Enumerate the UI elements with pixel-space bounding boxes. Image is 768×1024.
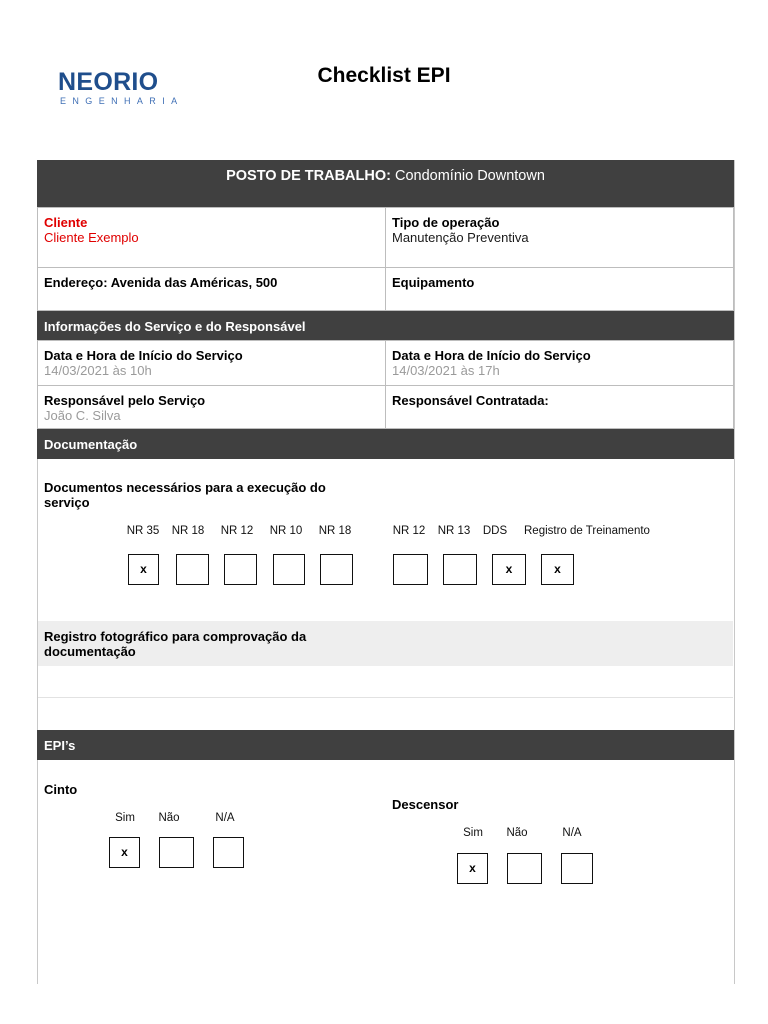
doc-label-nr35: NR 35: [126, 525, 160, 537]
responsavel-label: Responsável pelo Serviço: [44, 393, 206, 408]
cinto-checkbox-na[interactable]: [213, 837, 244, 868]
doc-checkbox-nr12-b[interactable]: [393, 554, 428, 585]
equipamento-cell: [385, 267, 734, 311]
endereco-label: Endereço: Avenida das Américas, 500: [44, 275, 278, 290]
doc-checkbox-nr18[interactable]: [176, 554, 209, 585]
divider: [38, 697, 733, 698]
doc-label-dds: DDS: [482, 525, 508, 537]
inicio-value: 14/03/2021 às 10h: [44, 363, 152, 378]
fim-value: 14/03/2021 às 17h: [392, 363, 500, 378]
tipo-operacao-label: Tipo de operação: [392, 215, 500, 230]
endereco-cell: [37, 267, 386, 311]
descensor-checkbox-nao[interactable]: [507, 853, 542, 884]
cliente-value: Cliente Exemplo: [44, 230, 139, 245]
cinto-option-sim-label: Sim: [115, 812, 135, 824]
descensor-option-nao-label: Não: [506, 827, 528, 839]
fim-cell: [385, 340, 734, 386]
secao-documentacao-header: Documentação: [37, 429, 734, 459]
descensor-checkbox-na[interactable]: [561, 853, 593, 884]
doc-label-nr12: NR 12: [220, 525, 254, 537]
tipo-operacao-cell: [385, 207, 734, 268]
logo-subtitle: ENGENHARIA: [60, 96, 184, 106]
logo-word: NEORIO: [58, 68, 159, 96]
posto-label: POSTO DE TRABALHO:: [226, 168, 391, 184]
posto-header: [37, 160, 734, 207]
page-title: Checklist EPI: [317, 64, 451, 87]
contratada-cell: [385, 385, 734, 429]
inicio-cell: [37, 340, 386, 386]
doc-checkbox-nr13[interactable]: [443, 554, 477, 585]
secao-servico-header: Informações do Serviço e do Responsável: [37, 311, 734, 341]
cinto-checkbox-sim[interactable]: x: [109, 837, 140, 868]
registro-foto-label: Registro fotográfico para comprovação da documentação: [44, 629, 307, 659]
doc-checkbox-nr18-b[interactable]: [320, 554, 353, 585]
descensor-label: Descensor: [392, 797, 459, 812]
descensor-option-na-label: N/A: [562, 827, 582, 839]
descensor-checkbox-sim[interactable]: x: [457, 853, 488, 884]
cinto-label: Cinto: [44, 782, 78, 797]
contratada-label: Responsável Contratada:: [392, 393, 549, 408]
posto-value: Condomínio Downtown: [394, 168, 545, 184]
cliente-cell: [37, 207, 386, 268]
doc-checkbox-nr35[interactable]: x: [128, 554, 159, 585]
doc-checkbox-nr10[interactable]: [273, 554, 305, 585]
secao-epis-header: EPI’s: [37, 730, 734, 760]
cliente-label: Cliente: [44, 215, 88, 230]
responsavel-cell: [37, 385, 386, 429]
cinto-checkbox-nao[interactable]: [159, 837, 194, 868]
tipo-operacao-value: Manutenção Preventiva: [392, 230, 529, 245]
equipamento-label: Equipamento: [392, 275, 475, 290]
documentos-label: Documentos necessários para a execução do serviço: [44, 480, 326, 510]
inicio-label: Data e Hora de Início do Serviço: [44, 348, 243, 363]
doc-checkbox-registro-treinamento[interactable]: x: [541, 554, 574, 585]
doc-checkbox-nr12[interactable]: [224, 554, 257, 585]
doc-label-nr10: NR 10: [269, 525, 303, 537]
doc-label-nr18: NR 18: [171, 525, 205, 537]
doc-checkbox-dds[interactable]: x: [492, 554, 526, 585]
cinto-option-nao-label: Não: [158, 812, 180, 824]
doc-label-nr13: NR 13: [437, 525, 471, 537]
fim-label: Data e Hora de Início do Serviço: [392, 348, 591, 363]
doc-label-nr18-b: NR 18: [318, 525, 352, 537]
cinto-option-na-label: N/A: [215, 812, 235, 824]
responsavel-value: João C. Silva: [44, 408, 121, 423]
doc-label-registro-treinamento: Registro de Treinamento: [524, 525, 650, 537]
descensor-option-sim-label: Sim: [463, 827, 483, 839]
doc-label-nr12-b: NR 12: [392, 525, 426, 537]
